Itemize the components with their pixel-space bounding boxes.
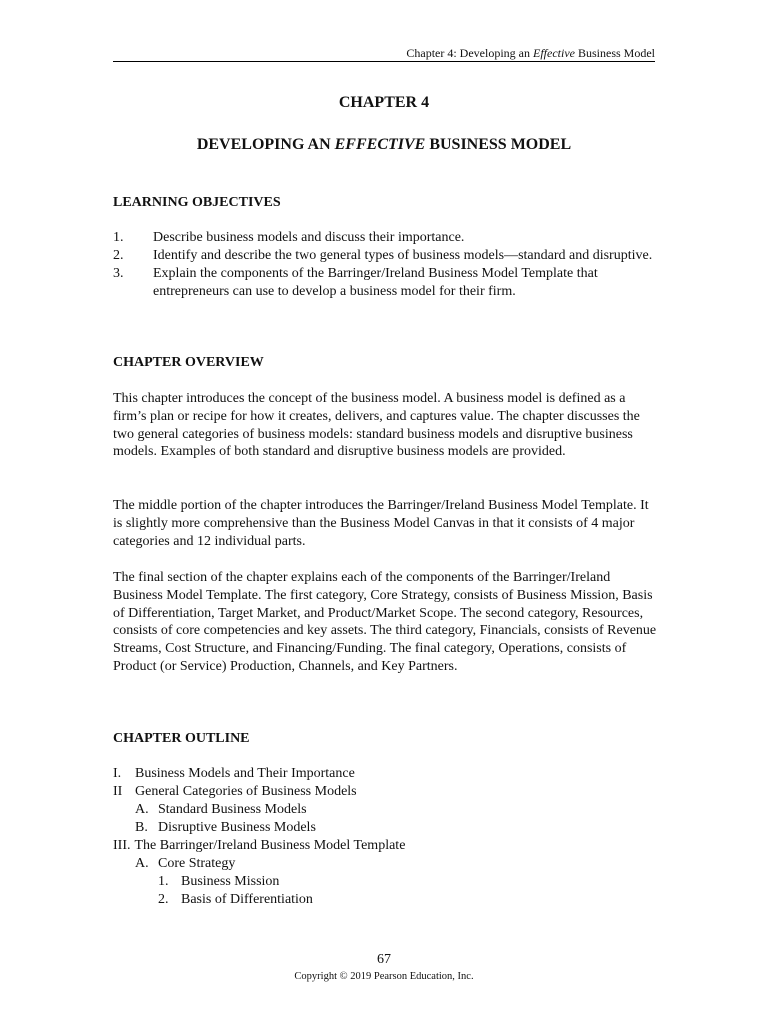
objective-text: Describe business models and discuss their importance. [153,230,465,245]
chapter-outline-list [113,765,405,909]
outline-marker: II [113,784,123,799]
objective-text: Identify and describe the two general types of business models—standard and disruptive. [153,248,653,263]
objective-number: 3. [113,266,124,281]
overview-paragraph: The middle portion of the chapter introduces the Barringer/Ireland Business Model Template. It is slightly more comprehensive than the Business Model Canvas in that it consists of 4 major categories and 12 individual parts. [113,498,649,549]
chapter-title [0,136,768,154]
outline-item [113,765,405,783]
outline-marker: A. [135,802,149,817]
chapter-number: CHAPTER 4 [338,94,430,111]
outline-marker: B. [135,820,148,835]
outline-item [113,783,405,801]
outline-marker: I. [113,766,122,781]
outline-marker: A. [135,856,149,871]
outline-item [113,891,405,909]
running-header [113,46,655,61]
objective-number: 1. [113,230,124,245]
chapter-title-pre: DEVELOPING AN [196,136,335,153]
objective-item [113,247,658,265]
outline-text: Core Strategy [158,856,236,871]
objective-text: Explain the components of the Barringer/Ireland Business Model Template that entrepreneurs can use to develop a business model for their firm. [153,266,598,299]
learning-objectives-list [113,229,658,301]
outline-item [113,837,405,855]
outline-marker: 1. [158,874,169,889]
chapter-title-emphasis: EFFECTIVE [334,136,426,153]
learning-objectives-heading: LEARNING OBJECTIVES [113,195,281,210]
chapter-outline-heading: CHAPTER OUTLINE [113,731,250,746]
chapter-title-post: BUSINESS MODEL [425,136,572,153]
outline-marker: III. [113,838,131,853]
overview-paragraph: This chapter introduces the concept of the business model. A business model is defined as a firm’s plan or recipe for how it creates, delivers, and captures value. The chapter discusses the two general categories of business models: standard business models and disruptive business models. Examples of both standard and disruptive business models are provided. [113,391,640,460]
copyright-notice: Copyright © 2019 Pearson Education, Inc. [294,971,474,982]
outline-marker: 2. [158,892,169,907]
outline-item [113,873,405,891]
objective-item [113,265,658,301]
header-rule [113,61,655,62]
outline-text: Business Mission [181,874,280,889]
outline-text: The Barringer/Ireland Business Model Template [134,838,406,853]
outline-text: Standard Business Models [158,802,307,817]
objective-number: 2. [113,248,124,263]
outline-item [113,855,405,873]
overview-paragraph: The final section of the chapter explains each of the components of the Barringer/Ireland Business Model Template. The first category, Core Strategy, consists of Business Mission, Basis of Differentiation, Target Market, and Product/Market Scope. The second category, Resources, consists of core competencies and key assets. The third category, Financials, consists of Revenue Streams, Cost Structure, and Financing/Funding. The final category, Operations, consists of Product (or Service) Production, Channels, and Key Partners. [113,570,657,674]
outline-item [113,819,405,837]
outline-text: Basis of Differentiation [181,892,313,907]
page-number: 67 [377,952,391,967]
objective-item [113,229,658,247]
running-header-emphasis: Effective [533,46,575,60]
outline-item [113,801,405,819]
outline-text: Business Models and Their Importance [135,766,355,781]
outline-text: General Categories of Business Models [135,784,357,799]
outline-text: Disruptive Business Models [158,820,316,835]
running-header-post: Business Model [574,46,655,60]
running-header-pre: Chapter 4: Developing an [406,46,533,60]
chapter-overview-heading: CHAPTER OVERVIEW [113,355,264,370]
